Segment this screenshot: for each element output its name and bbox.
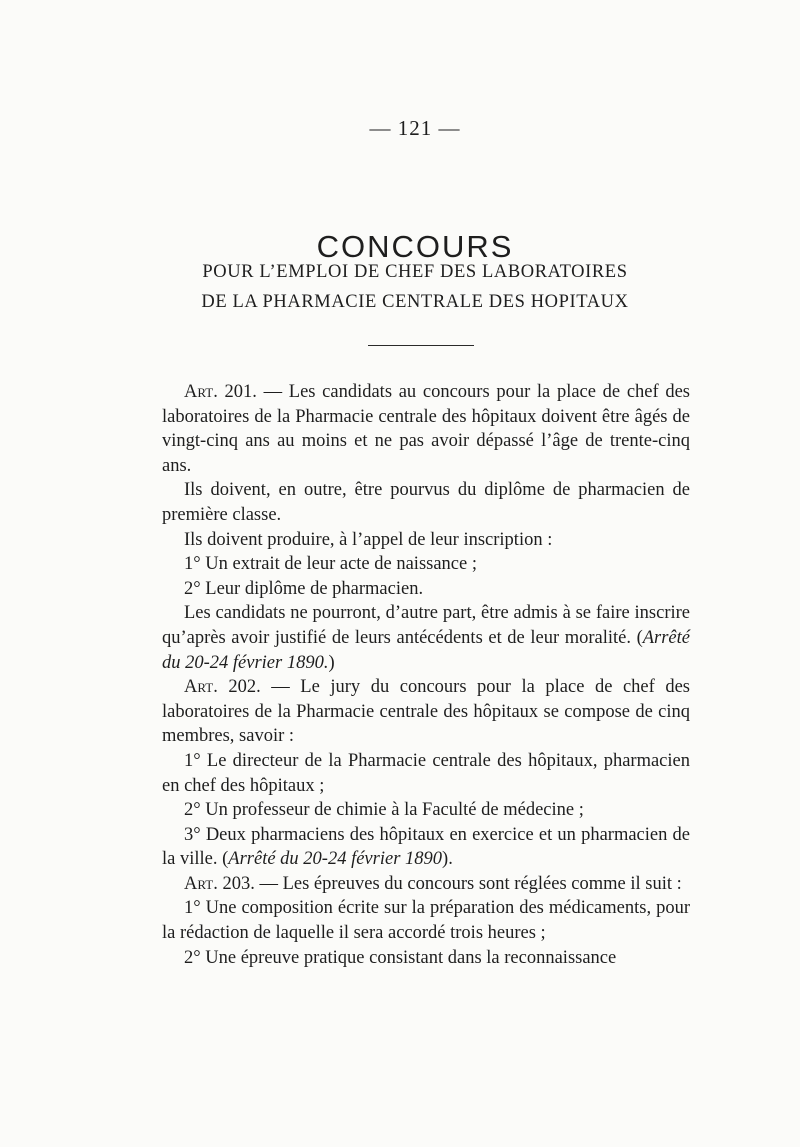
article-text: — Le jury du concours pour la place de chef des laboratoires de la Pharmacie centrale des hôpitaux se compose de cinq membres, savoir : — [162, 677, 690, 747]
list-item: 1° Une composition écrite sur la préparation des médicaments, pour la rédaction de laquelle il sera accordé trois heures ; — [162, 898, 690, 944]
title-rule — [368, 345, 474, 346]
list-item — [162, 823, 690, 872]
arrete-reference: Arrêté du 20-24 février 1890 — [228, 849, 443, 870]
subtitle-line-2: DE LA PHARMACIE CENTRALE DES HOPITAUX — [201, 292, 629, 312]
list-item: 2° Une épreuve pratique consistant dans la reconnaissance — [184, 947, 617, 968]
article-202 — [162, 675, 690, 749]
arrete-reference: Arrêté du 20-24 février 1890. — [162, 627, 690, 673]
list-item: 2° Leur diplôme de pharmacien. — [184, 578, 424, 599]
article-label: Art. 203. — [184, 873, 255, 894]
closing-paren: ). — [442, 849, 453, 870]
page-title: CONCOURS — [316, 228, 514, 264]
article-203 — [162, 872, 690, 897]
paragraph-produire: Ils doivent produire, à l’appel de leur inscription : — [184, 529, 553, 550]
article-text: — Les candidats au concours pour la place de chef des laboratoires de la Pharmacie centrale des hôpitaux doivent être âgés de vingt-cinq ans au moins et ne pas avoir dépassé l’âge de trente-cinq ans. — [162, 382, 690, 476]
closing-paren: ) — [328, 652, 335, 673]
body-text — [162, 380, 690, 970]
paragraph-text: Les candidats ne pourront, d’autre part, être admis à se faire inscrire qu’après avoir justifié de leurs antécédents et de leur moralité. ( — [162, 603, 690, 648]
subtitle-line-1: POUR L’EMPLOI DE CHEF DES LABORATOIRES — [202, 262, 628, 282]
list-item-text: 3° Deux pharmaciens des hôpitaux en exercice et un pharmacien de la ville. ( — [162, 824, 690, 870]
list-item: 2° Un professeur de chimie à la Faculté de médecine ; — [184, 800, 584, 821]
article-201 — [162, 380, 690, 478]
article-text: — Les épreuves du concours sont réglées comme il suit : — [254, 873, 682, 894]
page-number: — 121 — — [369, 116, 461, 140]
list-item: 1° Le directeur de la Pharmacie centrale des hôpitaux, pharmacien en chef des hôpitaux ; — [162, 750, 690, 796]
article-label: Art. 202. — [184, 677, 261, 698]
list-item: 1° Un extrait de leur acte de naissance ; — [184, 554, 477, 575]
paragraph-diplome: Ils doivent, en outre, être pourvus du diplôme de pharmacien de première classe. — [162, 480, 690, 525]
article-label: Art. 201. — [184, 382, 257, 402]
paragraph-admis — [162, 601, 690, 675]
